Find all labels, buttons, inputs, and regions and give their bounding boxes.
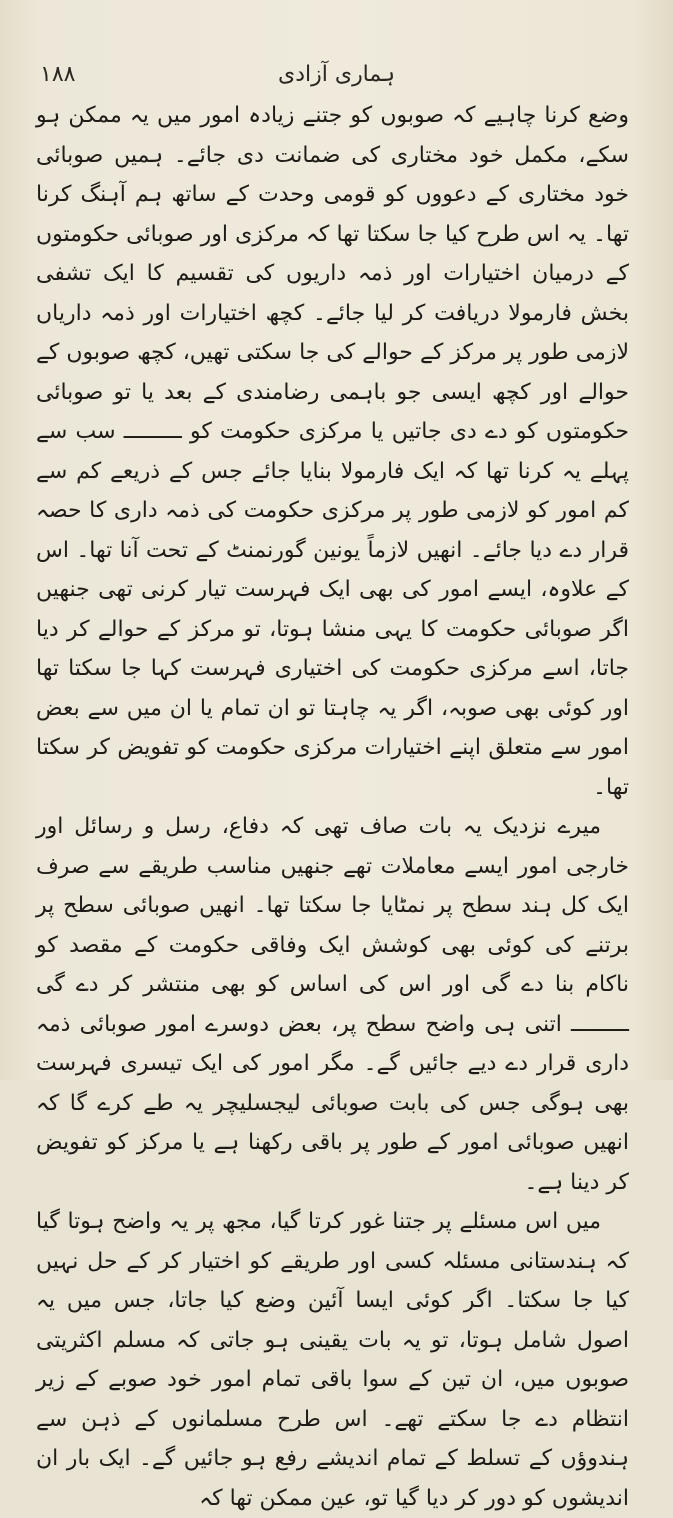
paragraph-2: میرے نزدیک یہ بات صاف تھی کہ دفاع، رسل و رسائل اور خارجی امور ایسے معاملات تھے جنھیں مناسب طریقے سے صرف ایک کل ہند سطح پر نمٹایا جا سکتا تھا۔ انھیں صوبائی سطح پر برتنے کی کوئی بھی کوشش ایک وفاقی حکومت کے مقصد کو ناکام بنا دے گی اور اس کی اساس کو بھی منتشر کر دے گی ـــــــــ اتنی ہی واضح سطح پر، بعض دوسرے امور صوبائی ذمہ داری قرار دے دیے جائیں گے۔ مگر امور کی ایک تیسری فہرست بھی ہوگی جس کی بابت صوبائی لیجسلیچر یہ طے کرے گا کہ انھیں صوبائی امور کے طور پر باقی رکھنا ہے یا مرکز کو تفویض کر دینا ہے۔	[36, 814, 629, 1195]
page-number: ۱۸۸	[40, 62, 76, 87]
paragraph-3: میں اس مسئلے پر جتنا غور کرتا گیا، مجھ پر یہ واضح ہوتا گیا کہ ہندستانی مسئلہ کسی اور طریقے کو اختیار کر کے حل نہیں کیا جا سکتا۔ اگر کوئی ایسا آئین وضع کیا جاتا، جس میں یہ اصول شامل ہوتا، تو یہ بات یقینی ہو جاتی کہ مسلم اکثریتی صوبوں میں، ان تین کے سوا باقی تمام امور خود صوبے کے زیر انتظام دے جا سکتے تھے۔ اس طرح مسلمانوں کے ذہن سے ہندوؤں کے تسلط کے تمام اندیشے رفع ہو جائیں گے۔ ایک بار ان اندیشوں کو دور کر دیا گیا تو، عین ممکن تھا کہ	[36, 1209, 629, 1511]
body-text	[36, 96, 629, 1511]
page-header	[40, 62, 633, 96]
paragraph-1: وضع کرنا چاہیے کہ صوبوں کو جتنے زیادہ امور میں یہ ممکن ہو سکے، مکمل خود مختاری کی ضمانت دی جائے۔ ہمیں صوبائی خود مختاری کے دعووں کو قومی وحدت کے ساتھ ہم آہنگ کرنا تھا۔ یہ اس طرح کیا جا سکتا تھا کہ مرکزی اور صوبائی حکومتوں کے درمیان اختیارات اور ذمہ داریوں کی تقسیم کا ایک تشفی بخش فارمولا دریافت کر لیا جائے۔ کچھ اختیارات اور ذمہ داریاں لازمی طور پر مرکز کے حوالے کی جا سکتی تھیں، کچھ صوبوں کے حوالے اور کچھ ایسی جو باہمی رضامندی کے بعد یا تو صوبائی حکومتوں کو دے دی جاتیں یا مرکزی حکومت کو ـــــــــ سب سے پہلے یہ کرنا تھا کہ ایک فارمولا بنایا جائے جس کے ذریعے کم سے کم امور کو لازمی طور پر مرکزی حکومت کی ذمہ داری کا حصہ قرار دے دیا جائے۔ انھیں لازماً یونین گورنمنٹ کے تحت آنا تھا۔ اس کے علاوہ، ایسے امور کی بھی ایک فہرست تیار کرنی تھی جنھیں اگر صوبائی حکومت کا یہی منشا ہوتا، تو مرکز کے حوالے کر دیا جاتا، اسے مرکزی حکومت کی اختیاری فہرست کہا جا سکتا تھا اور کوئی بھی صوبہ، اگر یہ چاہتا تو ان تمام یا ان میں سے بعض امور سے متعلق اپنے اختیارات مرکزی حکومت کو تفویض کر سکتا تھا۔	[36, 103, 629, 800]
running-title: ہماری آزادی	[277, 62, 395, 87]
